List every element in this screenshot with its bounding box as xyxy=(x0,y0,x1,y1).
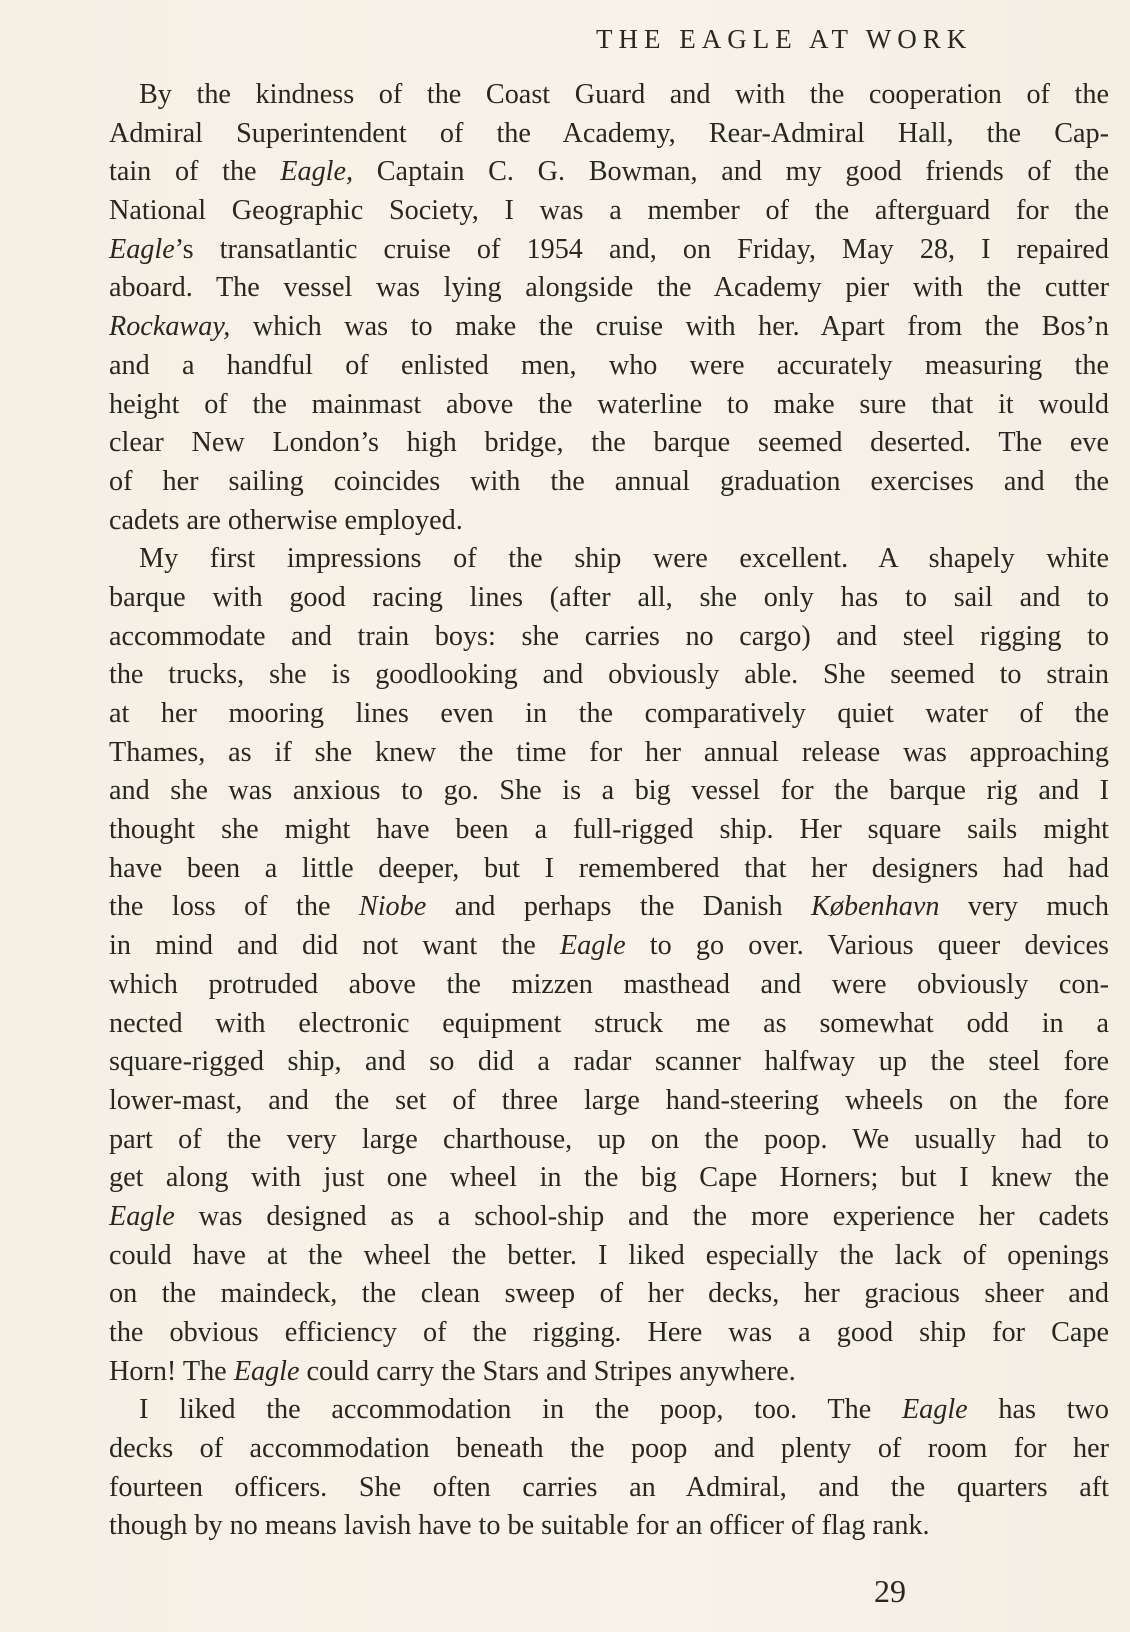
text-run: aboard. The vessel was lying alongside the Academy pier with the cutter xyxy=(109,272,1109,304)
text-line xyxy=(109,1275,1109,1314)
text-run: part of the very large charthouse, up on the poop. We usually had to xyxy=(109,1123,1109,1155)
text-run: By the kindness of the Coast Guard and with the cooperation of the xyxy=(139,79,1109,110)
text-line xyxy=(109,888,1109,927)
text-run: Thames, as if she knew the time for her annual release was approaching xyxy=(109,736,1109,768)
text-run: and she was anxious to go. She is a big vessel for the barque rig and I xyxy=(109,775,1109,807)
text-run: has two xyxy=(967,1394,1110,1426)
text-run: was designed as a school-ship and the more experience her cadets xyxy=(174,1200,1109,1232)
text-line xyxy=(109,192,1109,231)
text-run: National Geographic Society, I was a member of the afterguard for the xyxy=(109,195,1109,227)
italic-text: Niobe xyxy=(358,891,427,923)
text-run: ’s transatlantic cruise of 1954 and, on Friday, May 28, I repaired xyxy=(174,233,1109,265)
text-run: at her mooring lines even in the comparatively quiet water of the xyxy=(109,698,1109,729)
text-run: accommodate and train boys: she carries no cargo) and steel rigging to xyxy=(109,620,1109,652)
text-run: get along with just one wheel in the big Cape Horners; but I knew the xyxy=(109,1162,1109,1194)
text-line xyxy=(109,153,1109,192)
text-run: Horn! The xyxy=(109,1355,234,1387)
italic-text: København xyxy=(811,891,940,923)
text-line xyxy=(109,1198,1109,1237)
text-run: of her sailing coincides with the annual graduation exercises and the xyxy=(109,465,1109,497)
text-line xyxy=(109,695,1109,734)
text-line xyxy=(109,1507,1109,1546)
text-line xyxy=(109,1430,1109,1469)
text-line xyxy=(109,1159,1109,1198)
text-run: nected with electronic equipment struck me as somewhat odd in a xyxy=(109,1007,1109,1039)
italic-text: Eagle xyxy=(559,930,626,962)
text-line xyxy=(109,772,1109,811)
italic-text: Eagle, xyxy=(280,156,354,188)
text-line xyxy=(109,269,1109,308)
italic-text: Eagle xyxy=(901,1394,968,1426)
text-run: I liked the accommodation in the poop, too. The xyxy=(139,1394,902,1426)
text-run: the loss of the xyxy=(109,891,359,923)
text-line xyxy=(109,1005,1109,1044)
text-line xyxy=(109,1121,1109,1160)
text-run: fourteen officers. She often carries an Admiral, and the quarters aft xyxy=(109,1471,1109,1503)
text-run: Captain C. G. Bowman, and my good friends of the xyxy=(353,156,1109,188)
text-run: and a handful of enlisted men, who were accurately measuring the xyxy=(109,349,1109,381)
text-run: and perhaps the Danish xyxy=(426,891,812,923)
text-run: which was to make the cruise with her. Apart from the Bos’n xyxy=(230,311,1109,343)
text-run: in mind and did not want the xyxy=(109,930,560,962)
text-run: have been a little deeper, but I remembered that her designers had had xyxy=(109,852,1109,884)
italic-text: Eagle xyxy=(109,1200,175,1232)
text-run: though by no means lavish have to be suitable for an officer of flag rank. xyxy=(109,1510,930,1542)
text-line xyxy=(109,1391,1109,1430)
text-line xyxy=(109,966,1109,1005)
text-line xyxy=(109,347,1109,386)
text-run: height of the mainmast above the waterline to make sure that it would xyxy=(109,388,1109,420)
text-line xyxy=(109,386,1109,425)
paragraph xyxy=(109,540,1109,1391)
text-run: tain of the xyxy=(109,156,281,188)
text-line xyxy=(109,618,1109,657)
text-line xyxy=(109,1082,1109,1121)
text-line xyxy=(109,656,1109,695)
text-run: square-rigged ship, and so did a radar scanner halfway up the steel fore xyxy=(109,1046,1109,1078)
text-run: lower-mast, and the set of three large hand-steering wheels on the fore xyxy=(109,1084,1109,1116)
text-run: to go over. Various queer devices xyxy=(625,930,1109,962)
page-number: 29 xyxy=(874,1573,906,1609)
text-run: My first impressions of the ship were excellent. A shapely white xyxy=(139,543,1109,575)
paragraph xyxy=(109,76,1109,540)
paragraph xyxy=(109,1391,1109,1546)
text-run: could have at the wheel the better. I liked especially the lack of openings xyxy=(109,1239,1109,1271)
text-line xyxy=(109,463,1109,502)
text-run: barque with good racing lines (after all, she only has to sail and to xyxy=(109,581,1109,613)
text-line xyxy=(109,811,1109,850)
text-run: could carry the Stars and Stripes anywhere. xyxy=(299,1355,796,1387)
text-line xyxy=(109,540,1109,579)
text-line xyxy=(109,1314,1109,1353)
text-line xyxy=(109,231,1109,270)
italic-text: Eagle xyxy=(233,1355,300,1387)
text-line xyxy=(109,1237,1109,1276)
text-line xyxy=(109,76,1109,115)
running-head: THE EAGLE AT WORK xyxy=(596,24,973,54)
text-run: thought she might have been a full-rigged ship. Her square sails might xyxy=(109,814,1109,846)
text-line xyxy=(109,734,1109,773)
text-run: cadets are otherwise employed. xyxy=(109,504,463,536)
text-run: the obvious efficiency of the rigging. Here was a good ship for Cape xyxy=(109,1317,1109,1348)
text-line xyxy=(109,308,1109,347)
text-line xyxy=(109,850,1109,889)
italic-text: Eagle xyxy=(109,233,175,265)
text-run: the trucks, she is goodlooking and obviously able. She seemed to strain xyxy=(109,659,1109,691)
text-line xyxy=(109,1469,1109,1508)
text-line xyxy=(109,1353,1109,1392)
italic-text: Rockaway, xyxy=(109,311,231,343)
text-line xyxy=(109,1043,1109,1082)
text-run: on the maindeck, the clean sweep of her decks, her gracious sheer and xyxy=(109,1278,1109,1310)
text-line xyxy=(109,424,1109,463)
text-line xyxy=(109,502,1109,541)
text-line xyxy=(109,579,1109,618)
text-run: Admiral Superintendent of the Academy, Rear-Admiral Hall, the Cap- xyxy=(109,117,1109,149)
text-run: clear New London’s high bridge, the barque seemed deserted. The eve xyxy=(109,427,1109,459)
text-run: which protruded above the mizzen masthead and were obviously con- xyxy=(109,968,1109,1000)
text-run: decks of accommodation beneath the poop and plenty of room for her xyxy=(109,1433,1109,1465)
text-line xyxy=(109,115,1109,154)
text-line xyxy=(109,927,1109,966)
text-run: very much xyxy=(939,891,1109,923)
body-text xyxy=(109,76,1109,1546)
